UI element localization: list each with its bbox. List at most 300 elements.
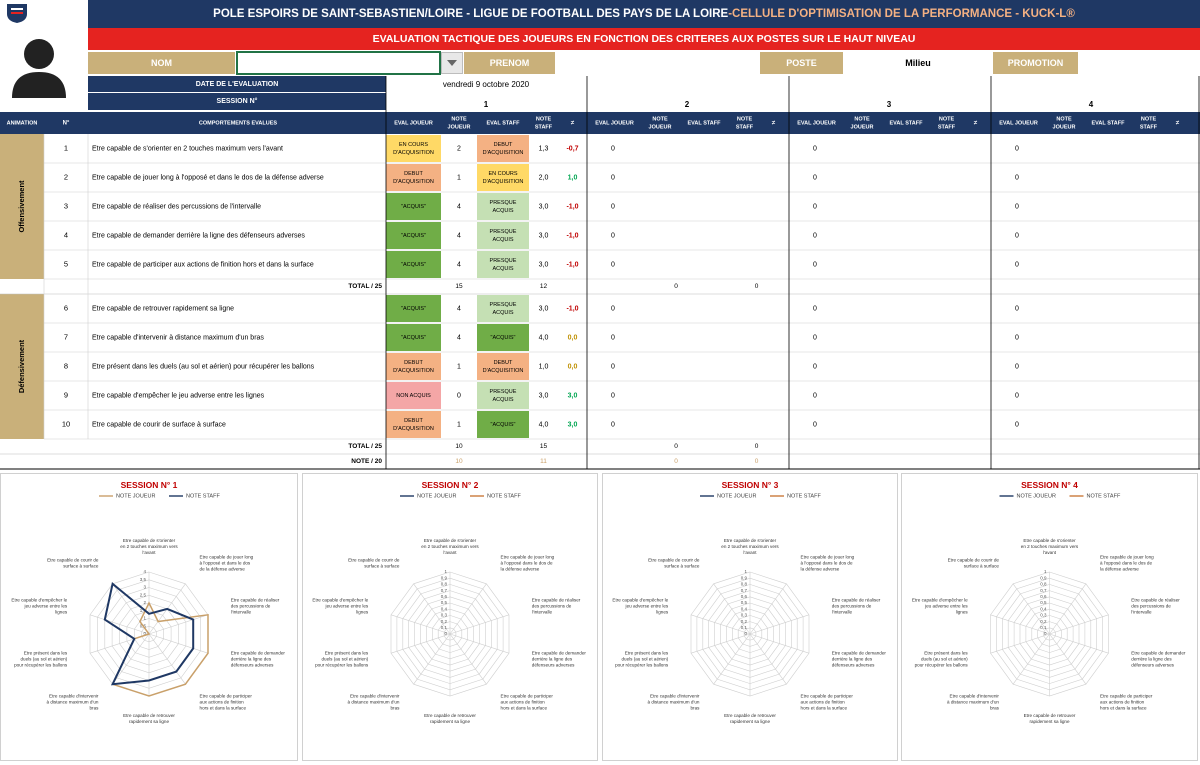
radar-category: Etre capable de jouer long à l'opposé dans le dos de la défense adverse bbox=[1100, 554, 1154, 572]
date-label: DATE DE L'EVALUATION bbox=[88, 76, 386, 92]
radar-category: Etre capable de réaliser des percussions de l'intervalle bbox=[831, 597, 881, 615]
total-label: TOTAL / 25 bbox=[348, 283, 382, 291]
radar-category: Etre capable de s'orienter en 2 touches maximum vers l'avant bbox=[1020, 538, 1079, 555]
legend-label: NOTE JOUEUR bbox=[1016, 493, 1056, 500]
session-eval-value: 0 bbox=[813, 305, 817, 313]
session-eval-value: 0 bbox=[1015, 203, 1019, 211]
prenom-field[interactable] bbox=[556, 52, 759, 74]
session-eval-value: 0 bbox=[1015, 334, 1019, 342]
radar-category: Etre capable de demander derrière la ligne des défenseurs adverses bbox=[831, 650, 886, 668]
session-eval-value: 0 bbox=[611, 232, 615, 240]
radar-category: Etre capable de participer aux actions de finition hors et dans la surface bbox=[1100, 693, 1153, 711]
eval-staff-text: PRESQUE bbox=[489, 388, 517, 395]
delta-value: -1,0 bbox=[566, 232, 579, 240]
radar-tick: 1 bbox=[444, 569, 447, 575]
radar-panel-2 bbox=[302, 473, 598, 761]
row-behaviour: Etre capable de courir de surface à surface bbox=[92, 421, 226, 429]
radar-tick: 0 bbox=[444, 631, 447, 637]
eval-staff-text: ACQUIS bbox=[492, 396, 514, 403]
delta-value: 1,0 bbox=[567, 174, 578, 182]
radar-tick: 0,2 bbox=[440, 618, 447, 624]
total-staff: 15 bbox=[539, 443, 548, 451]
col-behaviours: COMPORTEMENTS EVALUES bbox=[198, 120, 278, 127]
session-eval-value: 0 bbox=[611, 334, 615, 342]
col-delta: ≠ bbox=[973, 120, 978, 127]
col-delta: ≠ bbox=[771, 120, 776, 127]
radar-category: Etre capable d'empêcher le jeu adverse entre les lignes bbox=[612, 597, 669, 615]
total-label: NOTE / 20 bbox=[351, 458, 382, 466]
session-label: SESSION N° bbox=[88, 93, 386, 110]
radar-tick: 0,6 bbox=[740, 593, 747, 599]
federation-logo-icon bbox=[4, 2, 30, 24]
radar-tick: 0 bbox=[143, 631, 146, 637]
session-eval-value: 0 bbox=[611, 203, 615, 211]
radar-title: SESSION N° 4 bbox=[1021, 480, 1078, 490]
note-joueur-value: 4 bbox=[457, 334, 461, 342]
radar-tick: 0,3 bbox=[1040, 612, 1047, 618]
radar-category: Etre présent dans les duels (au sol et aérien) pour récupérer les ballons bbox=[315, 650, 369, 668]
col-note-staff: STAFF bbox=[1139, 124, 1158, 131]
radar-tick: 3 bbox=[143, 584, 146, 590]
eval-staff-text: ACQUIS bbox=[492, 236, 514, 243]
col-animation: ANIMATION bbox=[6, 120, 38, 127]
chevron-down-icon bbox=[447, 60, 457, 66]
total-joueur-session2: 0 bbox=[674, 443, 678, 451]
radar-category: Etre capable de réaliser des percussions de l'intervalle bbox=[1131, 597, 1180, 615]
session-number: 1 bbox=[483, 100, 489, 110]
note-joueur-value: 4 bbox=[457, 232, 461, 240]
eval-staff-cell bbox=[477, 164, 529, 191]
note-joueur-value: 2 bbox=[457, 145, 461, 153]
radar-category: Etre capable de demander derrière la ligne des défenseurs adverses bbox=[531, 650, 586, 668]
legend-label: NOTE STAFF bbox=[787, 493, 821, 500]
radar-tick: 0,1 bbox=[740, 624, 747, 630]
note-staff-value: 2,0 bbox=[538, 174, 549, 182]
radar-tick: 0,9 bbox=[740, 575, 747, 581]
note-staff-value: 3,0 bbox=[538, 392, 549, 400]
eval-staff-text: "ACQUIS" bbox=[490, 421, 516, 428]
eval-joueur-cell bbox=[386, 353, 441, 380]
delta-value: 3,0 bbox=[567, 421, 578, 429]
radar-tick: 0,3 bbox=[440, 612, 447, 618]
radar-panel-3 bbox=[602, 473, 898, 761]
col-note-staff: NOTE bbox=[938, 116, 955, 123]
session-eval-value: 0 bbox=[611, 174, 615, 182]
eval-staff-text: D'ACQUISITION bbox=[482, 367, 524, 374]
col-eval-staff: EVAL STAFF bbox=[687, 120, 721, 127]
note-joueur-value: 1 bbox=[457, 421, 461, 429]
session-row bbox=[386, 98, 1200, 112]
session-number: 3 bbox=[886, 100, 892, 110]
row-number: 3 bbox=[63, 201, 69, 211]
radar-category: Etre capable de jouer long à l'opposé et dans le dos de la défense adverse bbox=[199, 554, 254, 572]
col-note-staff: NOTE bbox=[535, 116, 552, 123]
session-eval-value: 0 bbox=[813, 261, 817, 269]
radar-panel-1 bbox=[0, 473, 298, 761]
delta-value: -1,0 bbox=[566, 261, 579, 269]
session-eval-value: 0 bbox=[1015, 261, 1019, 269]
delta-value: 0,0 bbox=[567, 363, 578, 371]
radar-category: Etre capable de jouer long à l'opposé dans le dos de la défense adverse bbox=[500, 554, 555, 572]
radar-panel-4 bbox=[901, 473, 1198, 761]
eval-staff-text: D'ACQUISITION bbox=[482, 178, 524, 185]
row-behaviour: Etre capable de s'orienter en 2 touches maximum vers l'avant bbox=[92, 145, 283, 153]
group-label: Offensivement bbox=[16, 180, 26, 233]
total-staff: 11 bbox=[540, 458, 547, 466]
radar-spoke bbox=[1013, 634, 1049, 684]
note-staff-value: 4,0 bbox=[538, 421, 549, 429]
radar-tick: 1,5 bbox=[139, 607, 146, 613]
radar-tick: 0,1 bbox=[440, 624, 447, 630]
radar-category: Etre capable de réaliser des percussions de l'intervalle bbox=[531, 597, 581, 615]
eval-joueur-text: D'ACQUISITION bbox=[393, 178, 434, 185]
total-joueur: 10 bbox=[455, 458, 463, 466]
eval-staff-text: PRESQUE bbox=[489, 199, 517, 206]
radar-chart bbox=[902, 474, 1197, 760]
eval-joueur-cell bbox=[386, 135, 441, 162]
total-joueur: 10 bbox=[455, 443, 463, 451]
legend-label: NOTE JOUEUR bbox=[717, 493, 757, 500]
row-behaviour: Etre présent dans les duels (au sol et aérien) pour récupérer les ballons bbox=[92, 363, 315, 371]
row-number: 5 bbox=[63, 259, 69, 269]
radar-category: Etre capable de s'orienter en 2 touches maximum vers l'avant bbox=[120, 538, 178, 555]
session-eval-value: 0 bbox=[1015, 305, 1019, 313]
legend-label: NOTE JOUEUR bbox=[417, 493, 457, 500]
title-cell: CELLULE D'OPTIMISATION DE LA PERFORMANCE - KUCK-L® bbox=[732, 8, 1075, 20]
radar-category: Etre présent dans les duels (au sol et aérien) pour récupérer les ballons bbox=[14, 650, 68, 668]
radar-tick: 0,4 bbox=[1040, 606, 1047, 612]
eval-staff-cell bbox=[477, 135, 529, 162]
radar-tick: 0,4 bbox=[740, 606, 747, 612]
eval-joueur-cell bbox=[386, 164, 441, 191]
session-eval-value: 0 bbox=[813, 363, 817, 371]
eval-staff-text: DEBUT bbox=[493, 359, 513, 366]
session-eval-value: 0 bbox=[813, 174, 817, 182]
legend-label: NOTE STAFF bbox=[487, 493, 521, 500]
col-note-joueur: JOUEUR bbox=[648, 124, 672, 131]
radar-tick: 0,5 bbox=[740, 600, 747, 606]
radar-category: Etre capable de jouer long à l'opposé dans le dos de la défense adverse bbox=[800, 554, 855, 572]
radar-spoke bbox=[750, 634, 786, 684]
col-note-joueur: NOTE bbox=[652, 116, 668, 123]
row-behaviour: Etre capable de participer aux actions de finition hors et dans la surface bbox=[92, 261, 314, 269]
eval-staff-cell bbox=[477, 193, 529, 220]
session-eval-value: 0 bbox=[813, 392, 817, 400]
total-staff-session2: 0 bbox=[754, 458, 759, 466]
eval-joueur-text: EN COURS bbox=[398, 141, 429, 148]
session-eval-value: 0 bbox=[611, 392, 615, 400]
radar-category: Etre capable de retrouver rapidement sa ligne bbox=[724, 713, 776, 724]
radar-tick: 0,4 bbox=[440, 606, 447, 612]
note-staff-value: 3,0 bbox=[538, 261, 549, 269]
session-eval-value: 0 bbox=[813, 334, 817, 342]
radar-tick: 0,6 bbox=[440, 593, 447, 599]
row-number: 7 bbox=[63, 332, 69, 342]
eval-joueur-text: DEBUT bbox=[404, 170, 423, 177]
col-note-joueur: JOUEUR bbox=[447, 124, 471, 131]
note-staff-value: 4,0 bbox=[538, 334, 549, 342]
eval-staff-text: PRESQUE bbox=[489, 228, 517, 235]
radar-category: Etre capable de s'orienter en 2 touches maximum vers l'avant bbox=[421, 538, 479, 555]
eval-joueur-text: "ACQUIS" bbox=[401, 305, 426, 312]
session-eval-value: 0 bbox=[813, 232, 817, 240]
radar-title: SESSION N° 1 bbox=[120, 480, 178, 490]
radar-category: Etre capable d'empêcher le jeu adverse entre les lignes bbox=[11, 597, 68, 615]
eval-joueur-text: DEBUT bbox=[404, 417, 423, 424]
radar-spoke bbox=[450, 584, 486, 634]
date-field[interactable]: vendredi 9 octobre 2020 bbox=[442, 79, 530, 89]
total-joueur-session2: 0 bbox=[674, 283, 678, 291]
eval-joueur-text: "ACQUIS" bbox=[401, 232, 426, 239]
radar-spoke bbox=[714, 634, 750, 684]
title-main: POLE ESPOIRS DE SAINT-SEBASTIEN/LOIRE - LIGUE DE FOOTBALL DES PAYS DE LA LOIRE bbox=[213, 8, 729, 20]
radar-chart bbox=[603, 474, 897, 760]
radar-tick: 0,8 bbox=[1040, 581, 1047, 587]
col-eval-joueur: EVAL JOUEUR bbox=[394, 120, 433, 127]
eval-staff-cell bbox=[477, 295, 529, 322]
session-eval-value: 0 bbox=[813, 421, 817, 429]
radar-category: Etre capable de courir de surface à surface bbox=[947, 557, 999, 569]
col-note-staff: STAFF bbox=[534, 124, 553, 131]
col-eval-joueur: EVAL JOUEUR bbox=[797, 120, 836, 127]
session-eval-value: 0 bbox=[813, 203, 817, 211]
delta-value: 3,0 bbox=[567, 392, 578, 400]
radar-chart bbox=[303, 474, 597, 760]
eval-staff-cell bbox=[477, 382, 529, 409]
note-staff-value: 3,0 bbox=[538, 232, 549, 240]
row-number: 10 bbox=[61, 419, 71, 429]
radar-tick: 0 bbox=[1043, 631, 1047, 637]
delta-value: -1,0 bbox=[566, 305, 579, 313]
session-eval-value: 0 bbox=[1015, 174, 1019, 182]
row-behaviour: Etre capable de demander derrière la ligne des défenseurs adverses bbox=[92, 232, 305, 240]
session-eval-value: 0 bbox=[1015, 145, 1019, 153]
radar-category: Etre capable d'intervenir à distance maximum d'un bras bbox=[647, 693, 700, 711]
delta-value: 0,0 bbox=[567, 334, 578, 342]
radar-tick: 0,6 bbox=[1040, 593, 1047, 599]
row-number: 4 bbox=[63, 230, 69, 240]
col-note-joueur: NOTE bbox=[451, 116, 467, 123]
eval-joueur-text: DEBUT bbox=[404, 359, 423, 366]
radar-tick: 1 bbox=[143, 615, 146, 621]
nom-field[interactable] bbox=[236, 51, 441, 75]
note-staff-value: 1,0 bbox=[538, 363, 549, 371]
note-joueur-value: 4 bbox=[457, 203, 461, 211]
radar-category: Etre capable d'empêcher le jeu adverse entre les lignes bbox=[312, 597, 369, 615]
note-staff-value: 1,3 bbox=[538, 145, 549, 153]
eval-joueur-cell bbox=[386, 411, 441, 438]
radar-category: Etre capable de retrouver rapidement sa ligne bbox=[123, 713, 175, 724]
poste-label: POSTE bbox=[760, 52, 843, 74]
session-number: 2 bbox=[684, 100, 690, 110]
radar-category: Etre capable d'intervenir à distance maximum d'un bras bbox=[46, 693, 99, 711]
row-behaviour: Etre capable de réaliser des percussions de l'intervalle bbox=[92, 203, 262, 211]
total-label: TOTAL / 25 bbox=[348, 443, 382, 451]
avatar-icon bbox=[8, 36, 70, 100]
col-delta: ≠ bbox=[1175, 120, 1180, 127]
radar-category: Etre capable de participer aux actions de finition hors et dans la surface bbox=[800, 693, 853, 711]
total-joueur-session2: 0 bbox=[674, 458, 678, 466]
session-eval-value: 0 bbox=[611, 305, 615, 313]
eval-staff-cell bbox=[477, 353, 529, 380]
col-eval-staff: EVAL STAFF bbox=[889, 120, 923, 127]
radar-tick: 0,1 bbox=[1040, 624, 1047, 630]
radar-tick: 0,2 bbox=[1040, 618, 1047, 624]
col-note-staff: NOTE bbox=[1140, 116, 1157, 123]
row-behaviour: Etre capable de retrouver rapidement sa ligne bbox=[92, 305, 235, 313]
session-eval-value: 0 bbox=[813, 145, 817, 153]
session-eval-value: 0 bbox=[611, 363, 615, 371]
radar-category: Etre capable de demander derrière la ligne des défenseurs adverses bbox=[1131, 650, 1186, 668]
eval-staff-text: ACQUIS bbox=[492, 309, 514, 316]
legend-label: NOTE STAFF bbox=[186, 493, 220, 500]
eval-staff-text: ACQUIS bbox=[492, 207, 514, 214]
session-eval-value: 0 bbox=[611, 421, 615, 429]
radar-tick: 4 bbox=[143, 569, 146, 575]
note-joueur-value: 4 bbox=[457, 305, 461, 313]
row-number: 1 bbox=[63, 143, 69, 153]
col-note-staff: STAFF bbox=[937, 124, 956, 131]
radar-category: Etre capable de participer aux actions de finition hors et dans la surface bbox=[500, 693, 553, 711]
radar-tick: 0,8 bbox=[740, 581, 747, 587]
radar-spoke bbox=[113, 634, 149, 684]
radar-category: Etre capable de réaliser des percussions de l'intervalle bbox=[230, 597, 280, 615]
radar-spoke bbox=[450, 634, 486, 684]
title-separator: - bbox=[728, 8, 733, 20]
radar-category: Etre capable de s'orienter en 2 touches maximum vers l'avant bbox=[721, 538, 779, 555]
note-staff-value: 3,0 bbox=[538, 305, 549, 313]
eval-joueur-text: D'ACQUISITION bbox=[393, 425, 434, 432]
radar-category: Etre capable de participer aux actions de finition hors et dans la surface bbox=[199, 693, 252, 711]
col-eval-staff: EVAL STAFF bbox=[1091, 120, 1125, 127]
session-number: 4 bbox=[1088, 100, 1094, 110]
col-note-staff: NOTE bbox=[736, 116, 753, 123]
row-number: 2 bbox=[63, 172, 69, 182]
note-joueur-value: 0 bbox=[457, 392, 461, 400]
prenom-label: PRENOM bbox=[464, 52, 555, 74]
row-behaviour: Etre capable de jouer long à l'opposé et dans le dos de la défense adverse bbox=[92, 174, 324, 182]
session-eval-value: 0 bbox=[611, 145, 615, 153]
session-eval-value: 0 bbox=[611, 261, 615, 269]
eval-joueur-text: NON ACQUIS bbox=[396, 392, 431, 399]
row-number: 6 bbox=[63, 303, 69, 313]
radar-tick: 2 bbox=[143, 600, 146, 606]
eval-staff-text: PRESQUE bbox=[489, 301, 517, 308]
radar-category: Etre capable de demander derrière la ligne des défenseurs adverses bbox=[230, 650, 285, 668]
col-note-joueur: JOUEUR bbox=[1052, 124, 1076, 131]
note-staff-value: 3,0 bbox=[538, 203, 549, 211]
radar-category: Etre capable de retrouver rapidement sa ligne bbox=[1023, 713, 1076, 724]
col-note-joueur: NOTE bbox=[854, 116, 870, 123]
eval-joueur-text: "ACQUIS" bbox=[401, 203, 426, 210]
eval-staff-cell bbox=[477, 222, 529, 249]
eval-joueur-text: D'ACQUISITION bbox=[393, 149, 434, 156]
eval-joueur-text: D'ACQUISITION bbox=[393, 367, 434, 374]
radar-chart bbox=[1, 474, 297, 760]
radar-tick: 0,2 bbox=[740, 618, 747, 624]
col-eval-staff: EVAL STAFF bbox=[486, 120, 520, 127]
session-eval-value: 0 bbox=[1015, 232, 1019, 240]
total-staff-session2: 0 bbox=[754, 443, 759, 451]
radar-tick: 0 bbox=[744, 631, 747, 637]
col-note-joueur: JOUEUR bbox=[850, 124, 874, 131]
note-joueur-value: 4 bbox=[457, 261, 461, 269]
radar-category: Etre présent dans les duels (au sol et aérien) pour récupérer les ballons bbox=[615, 650, 669, 668]
eval-staff-text: EN COURS bbox=[488, 170, 518, 177]
radar-category: Etre capable de courir de surface à surface bbox=[47, 557, 99, 569]
radar-category: Etre capable d'empêcher le jeu adverse entre les lignes bbox=[911, 597, 968, 615]
note-joueur-value: 1 bbox=[457, 363, 461, 371]
radar-category: Etre capable de courir de surface à surface bbox=[648, 557, 700, 569]
radar-title: SESSION N° 3 bbox=[721, 480, 779, 490]
row-number: 9 bbox=[63, 390, 69, 400]
eval-staff-cell bbox=[477, 251, 529, 278]
radar-tick: 0,5 bbox=[139, 623, 146, 629]
nom-dropdown-button[interactable] bbox=[441, 52, 463, 74]
row-behaviour: Etre capable d'empêcher le jeu adverse entre les lignes bbox=[92, 392, 265, 400]
row-number: 8 bbox=[63, 361, 69, 371]
total-joueur: 15 bbox=[455, 283, 463, 291]
radar-tick: 0,9 bbox=[440, 575, 447, 581]
eval-staff-text: D'ACQUISITION bbox=[482, 149, 524, 156]
delta-value: -1,0 bbox=[566, 203, 579, 211]
radar-category: Etre capable de retrouver rapidement sa ligne bbox=[424, 713, 476, 724]
radar-spoke bbox=[1050, 584, 1086, 634]
session-eval-value: 0 bbox=[1015, 363, 1019, 371]
radar-category: Etre capable d'intervenir à distance maximum d'un bras bbox=[946, 693, 999, 711]
col-note-staff: STAFF bbox=[735, 124, 754, 131]
total-staff: 12 bbox=[539, 283, 548, 291]
eval-joueur-text: "ACQUIS" bbox=[401, 261, 426, 268]
radar-tick: 2,5 bbox=[139, 592, 146, 598]
radar-spoke bbox=[414, 634, 450, 684]
poste-field[interactable]: Milieu bbox=[905, 58, 931, 68]
promotion-field[interactable] bbox=[1078, 52, 1200, 74]
nom-label: NOM bbox=[88, 52, 235, 74]
radar-tick: 0,8 bbox=[440, 581, 447, 587]
radar-category: Etre capable d'intervenir à distance maximum d'un bras bbox=[347, 693, 400, 711]
legend-label: NOTE STAFF bbox=[1086, 493, 1121, 500]
page-subtitle: EVALUATION TACTIQUE DES JOUEURS EN FONCTION DES CRITERES AUX POSTES SUR LE HAUT NIVEAU bbox=[88, 28, 1200, 50]
col-note-joueur: NOTE bbox=[1056, 116, 1072, 123]
radar-tick: 0,7 bbox=[740, 587, 747, 593]
player-photo[interactable] bbox=[0, 0, 88, 110]
eval-staff-text: ACQUIS bbox=[492, 265, 514, 272]
radar-category: Etre présent dans les duels (au sol et aérien) pour récupérer les ballons bbox=[914, 650, 968, 668]
radar-title: SESSION N° 2 bbox=[421, 480, 479, 490]
radar-tick: 0,3 bbox=[740, 612, 747, 618]
delta-value: -0,7 bbox=[566, 145, 579, 153]
radar-tick: 1 bbox=[1043, 569, 1047, 575]
radar-spoke bbox=[1050, 634, 1086, 684]
promotion-label: PROMOTION bbox=[993, 52, 1078, 74]
page-title bbox=[88, 0, 1200, 28]
group-label: Défensivement bbox=[16, 339, 26, 394]
radar-tick: 0,5 bbox=[1040, 600, 1047, 606]
radar-tick: 0,9 bbox=[1040, 575, 1047, 581]
eval-staff-text: "ACQUIS" bbox=[490, 334, 516, 341]
session-eval-value: 0 bbox=[1015, 392, 1019, 400]
eval-joueur-text: "ACQUIS" bbox=[401, 334, 426, 341]
col-delta: ≠ bbox=[570, 120, 575, 127]
note-joueur-value: 1 bbox=[457, 174, 461, 182]
col-num: N° bbox=[62, 120, 70, 127]
col-eval-joueur: EVAL JOUEUR bbox=[595, 120, 634, 127]
radar-spoke bbox=[750, 584, 786, 634]
total-staff-session2: 0 bbox=[754, 283, 759, 291]
header-area bbox=[0, 0, 1200, 112]
legend-label: NOTE JOUEUR bbox=[116, 493, 156, 500]
